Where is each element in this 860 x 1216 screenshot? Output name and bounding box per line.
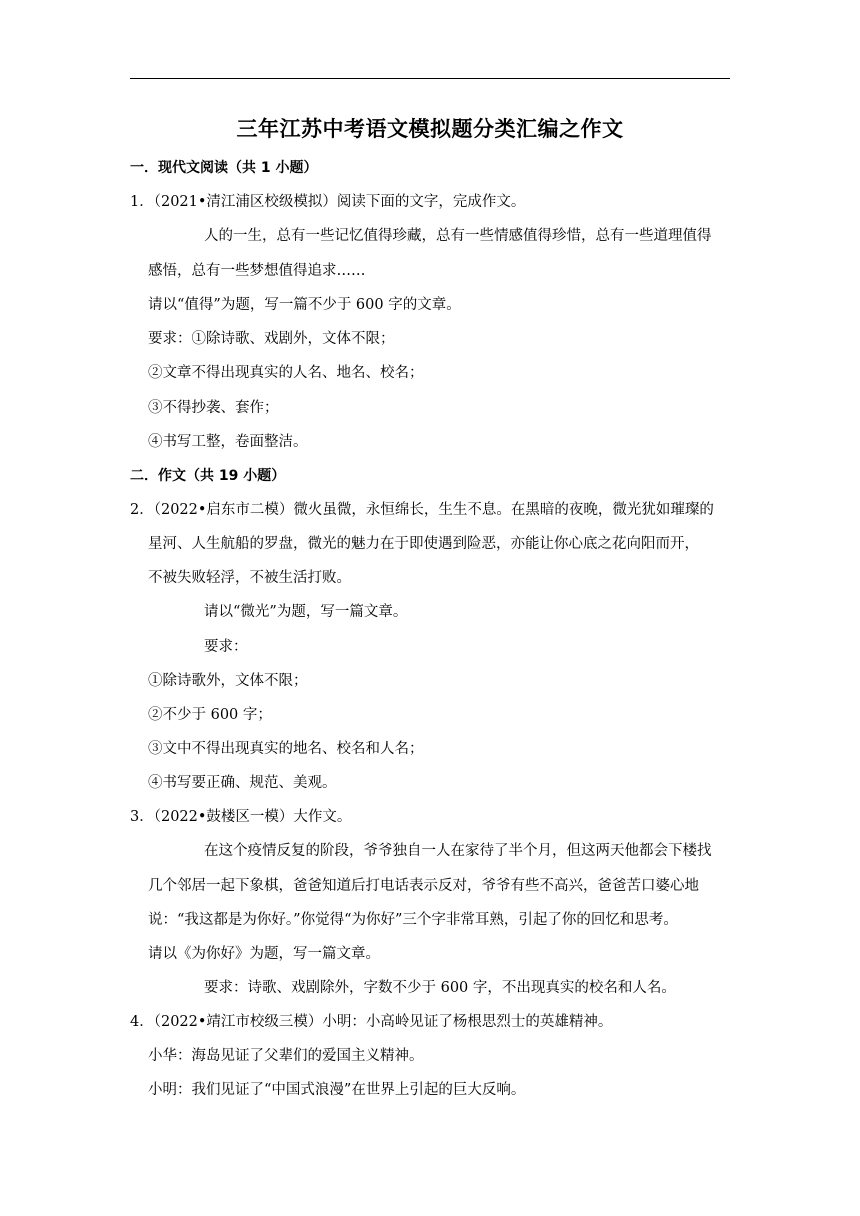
text-line: 请以“值得”为题，写一篇不少于 600 字的文章。 [148,297,461,313]
text-line: 人的一生，总有一些记忆值得珍藏，总有一些情感值得珍惜，总有一些道理值得 [204,228,712,244]
text-line: 星河、人生航船的罗盘，微光的魅力在于即使遇到险恶，亦能让你心底之花向阳而开， [148,536,699,552]
text-line: 小华：海岛见证了父辈们的爱国主义精神。 [148,1048,424,1064]
text-line: 4．（2022•靖江市校级三模）小明：小高岭见证了杨根思烈士的英雄精神。 [130,1014,613,1030]
text-line: 在这个疫情反复的阶段，爷爷独自一人在家待了半个月，但这两天他都会下楼找 [204,843,712,859]
text-line: 不被失败轻浮，不被生活打败。 [148,570,351,586]
header-rule [130,78,730,79]
section-heading: 二．作文（共 19 小题） [130,468,286,484]
text-line: ①除诗歌外，文体不限； [148,673,308,689]
text-line: 要求：诗歌、戏剧除外，字数不少于 600 字，不出现真实的校名和人名。 [204,980,676,996]
text-line: 要求：①除诗歌、戏剧外，文体不限； [148,331,395,347]
document-title: 三年江苏中考语文模拟题分类汇编之作文 [236,117,624,141]
text-line: 1．（2021•清江浦区校级模拟）阅读下面的文字，完成作文。 [130,194,526,210]
section-heading: 一．现代文阅读（共 1 小题） [130,160,318,176]
text-line: ③文中不得出现真实的地名、校名和人名； [148,741,424,757]
text-line: 说：“我这都是为你好。”你觉得“为你好”三个字非常耳熟，引起了你的回忆和思考。 [148,912,678,928]
text-line: 感悟，总有一些梦想值得追求…… [148,263,366,279]
text-line: 小明：我们见证了“中国式浪漫”在世界上引起的巨大反响。 [148,1082,526,1098]
text-line: 几个邻居一起下象棋，爸爸知道后打电话表示反对，爷爷有些不高兴，爸爸苦口婆心地 [148,878,699,894]
text-line: ②文章不得出现真实的人名、地名、校名； [148,365,424,381]
text-line: 3．（2022•鼓楼区一模）大作文。 [130,809,352,825]
text-line: ③不得抄袭、套作； [148,400,279,416]
text-line: 请以《为你好》为题，写一篇文章。 [148,946,380,962]
text-line: ④书写工整，卷面整洁。 [148,434,308,450]
text-line: 要求： [204,639,248,655]
text-line: ②不少于 600 字； [148,707,272,723]
text-line: 请以“微光”为题，写一篇文章。 [204,604,408,620]
text-line: 2．（2022•启东市二模）微火虽微，永恒绵长，生生不息。在黑暗的夜晚，微光犹如璀璨的 [130,502,714,518]
text-line: ④书写要正确、规范、美观。 [148,775,337,791]
